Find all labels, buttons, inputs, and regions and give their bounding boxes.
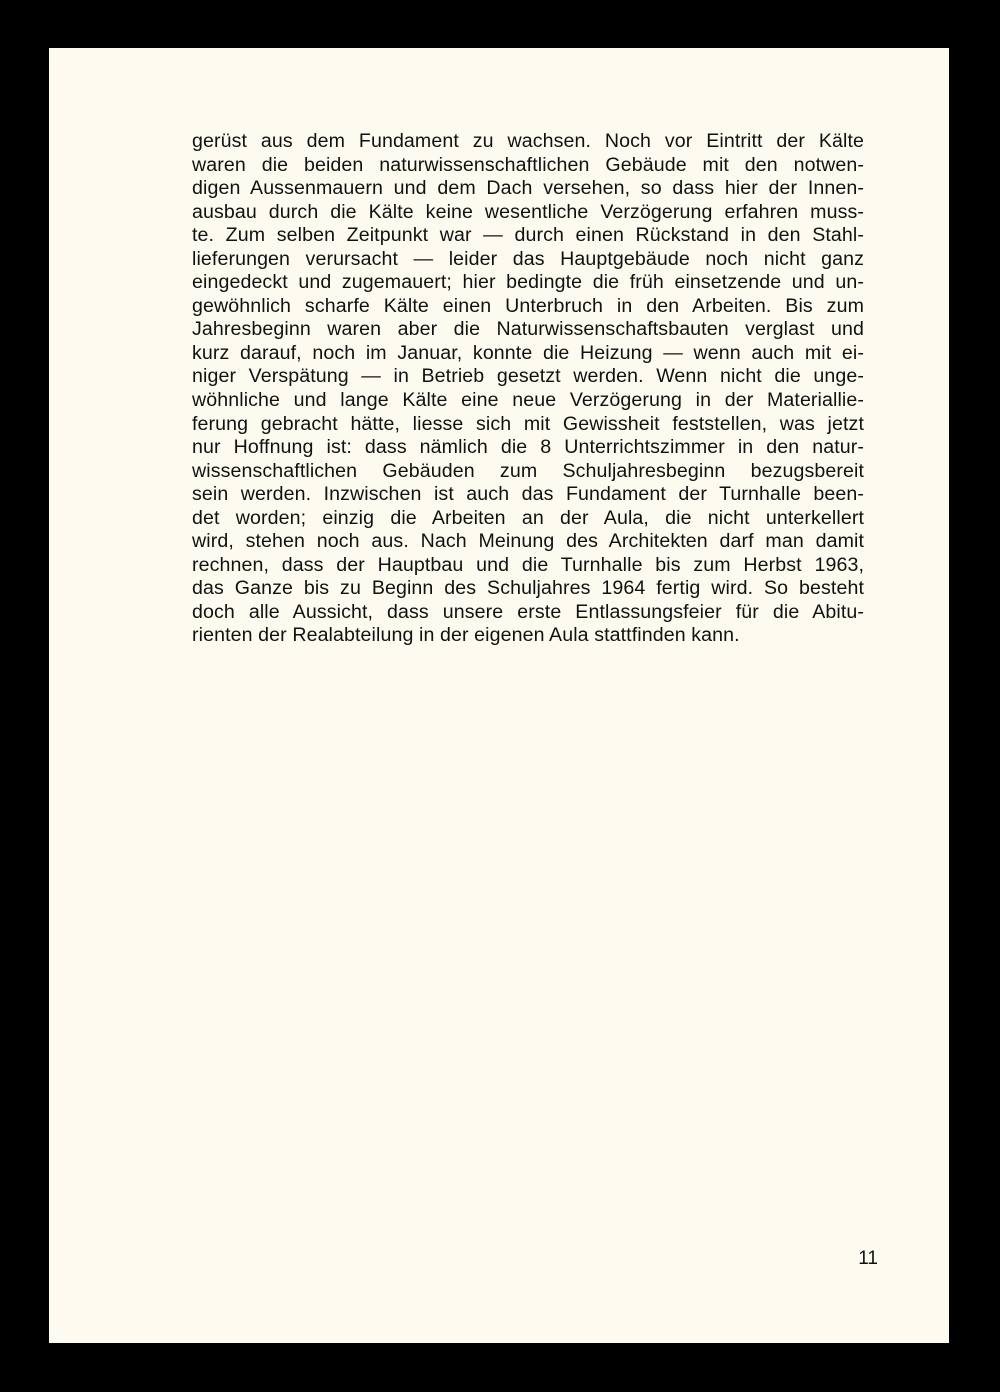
page-number: 11: [858, 1248, 878, 1269]
text-line: ferung gebracht hätte, liesse sich mit Gewissheit feststellen, was jetzt: [192, 412, 864, 435]
text-line: sein werden. Inzwischen ist auch das Fundament der Turnhalle been-: [192, 483, 864, 506]
text-line: Jahresbeginn waren aber die Naturwissenschaftsbauten verglast und: [192, 318, 864, 341]
document-page: [49, 48, 949, 1343]
text-line: nur Hoffnung ist: dass nämlich die 8 Unterrichtszimmer in den natur-: [192, 436, 864, 459]
text-line: kurz darauf, noch im Januar, konnte die Heizung — wenn auch mit ei-: [192, 341, 864, 364]
text-line: lieferungen verursacht — leider das Hauptgebäude noch nicht ganz: [192, 247, 864, 270]
text-line: wissenschaftlichen Gebäuden zum Schuljahresbeginn bezugsbereit: [192, 459, 864, 482]
text-line: te. Zum selben Zeitpunkt war — durch einen Rückstand in den Stahl-: [192, 224, 864, 247]
text-line: wird, stehen noch aus. Nach Meinung des Architekten darf man damit: [192, 530, 864, 553]
text-line: rienten der Realabteilung in der eigenen Aula stattfinden kann.: [192, 624, 740, 647]
text-line: waren die beiden naturwissenschaftlichen Gebäude mit den notwen-: [192, 153, 864, 176]
text-line: doch alle Aussicht, dass unsere erste Entlassungsfeier für die Abitu-: [192, 600, 864, 623]
text-line: gewöhnlich scharfe Kälte einen Unterbruch in den Arbeiten. Bis zum: [192, 294, 864, 317]
text-line: niger Verspätung — in Betrieb gesetzt werden. Wenn nicht die unge-: [192, 365, 864, 388]
body-paragraph: [192, 130, 864, 648]
text-line: rechnen, dass der Hauptbau und die Turnhalle bis zum Herbst 1963,: [192, 553, 864, 576]
text-line: det worden; einzig die Arbeiten an der Aula, die nicht unterkellert: [192, 506, 864, 529]
text-line: eingedeckt und zugemauert; hier bedingte die früh einsetzende und un-: [192, 271, 864, 294]
text-line: das Ganze bis zu Beginn des Schuljahres 1964 fertig wird. So besteht: [192, 577, 864, 600]
text-line: digen Aussenmauern und dem Dach versehen, so dass hier der Innen-: [192, 177, 864, 200]
text-line: ausbau durch die Kälte keine wesentliche Verzögerung erfahren muss-: [192, 200, 864, 223]
text-line: wöhnliche und lange Kälte eine neue Verzögerung in der Materiallie-: [192, 389, 864, 412]
text-line: gerüst aus dem Fundament zu wachsen. Noch vor Eintritt der Kälte: [192, 130, 864, 152]
